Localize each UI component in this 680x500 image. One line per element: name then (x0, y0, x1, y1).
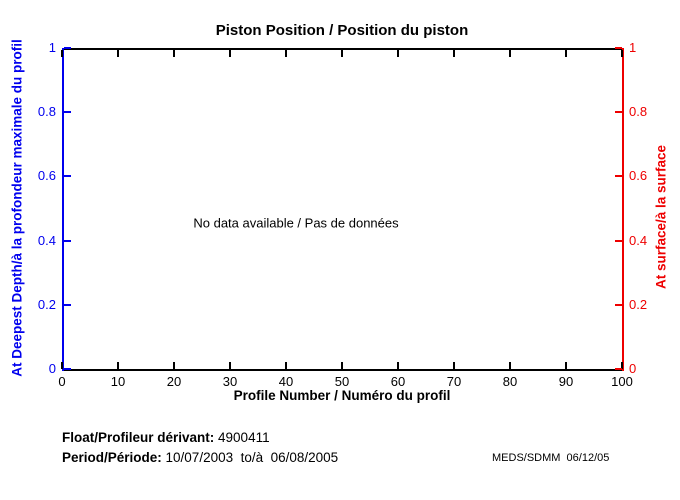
x-tick-mark-top (61, 50, 63, 57)
x-tick-label: 70 (446, 374, 462, 389)
x-tick-mark (509, 362, 511, 369)
x-tick-label: 20 (166, 374, 182, 389)
left-y-tick-label: 0.4 (37, 232, 56, 248)
right-y-tick-label: 0.6 (629, 168, 648, 184)
left-axis-line (62, 48, 64, 371)
x-tick-label: 30 (222, 374, 238, 389)
left-y-tick-mark (64, 240, 71, 242)
float-id-label: Float/Profileur dérivant: (62, 430, 215, 445)
x-tick-label: 80 (502, 374, 518, 389)
x-tick-mark-top (229, 50, 231, 57)
period-label: Period/Période: (62, 450, 162, 465)
x-tick-mark (61, 362, 63, 369)
right-y-tick-mark (615, 47, 622, 49)
x-tick-mark (173, 362, 175, 369)
x-tick-mark-top (341, 50, 343, 57)
x-tick-mark-top (453, 50, 455, 57)
right-y-tick-mark (615, 304, 622, 306)
right-y-axis-label: At surface/à la surface (653, 144, 669, 290)
left-y-tick-mark (64, 304, 71, 306)
left-y-tick-label: 1 (48, 40, 56, 55)
left-y-tick-label: 0.2 (37, 296, 56, 312)
right-y-tick-mark (615, 368, 622, 370)
credit-stamp: MEDS/SDMM 06/12/05 (492, 452, 610, 464)
x-tick-mark-top (173, 50, 175, 57)
period-value: 10/07/2003 to/à 06/08/2005 (161, 450, 339, 465)
left-y-tick-label: 0 (48, 361, 56, 376)
right-y-tick-label: 0.8 (629, 104, 648, 120)
right-y-tick-mark (615, 175, 622, 177)
x-tick-label: 0 (58, 374, 66, 389)
left-y-tick-mark (64, 47, 71, 49)
right-y-tick-label: 0.2 (629, 296, 648, 312)
left-y-tick-label: 0.8 (37, 104, 56, 120)
chart-title: Piston Position / Position du piston (215, 22, 469, 39)
x-tick-label: 90 (558, 374, 574, 389)
left-y-tick-label: 0.6 (37, 168, 56, 184)
period-line (62, 450, 338, 465)
bottom-axis-line (62, 369, 624, 371)
float-id-value: 4900411 (214, 430, 270, 445)
left-y-tick-mark (64, 175, 71, 177)
x-tick-mark (117, 362, 119, 369)
right-axis-line (622, 48, 624, 371)
no-data-annotation: No data available / Pas de données (193, 215, 399, 231)
x-axis-label: Profile Number / Numéro du profil (233, 388, 451, 403)
right-y-tick-mark (615, 111, 622, 113)
top-axis-line (62, 48, 624, 50)
x-tick-mark-top (565, 50, 567, 57)
x-tick-mark (397, 362, 399, 369)
x-tick-label: 10 (110, 374, 126, 389)
x-tick-mark (453, 362, 455, 369)
x-tick-mark-top (397, 50, 399, 57)
x-tick-label: 100 (611, 374, 633, 389)
x-tick-mark-top (285, 50, 287, 57)
x-tick-mark (341, 362, 343, 369)
float-id-line (62, 430, 270, 445)
right-y-tick-mark (615, 240, 622, 242)
x-tick-mark (229, 362, 231, 369)
x-tick-mark-top (117, 50, 119, 57)
left-y-tick-mark (64, 111, 71, 113)
left-y-axis-label: At Deepest Depth/à la profondeur maximale du profil (9, 39, 25, 377)
x-tick-mark (565, 362, 567, 369)
right-y-tick-label: 1 (629, 40, 637, 55)
x-tick-label: 60 (390, 374, 406, 389)
x-tick-label: 50 (334, 374, 350, 389)
x-tick-label: 40 (278, 374, 294, 389)
left-y-tick-mark (64, 368, 71, 370)
x-tick-mark-top (621, 50, 623, 57)
x-tick-mark (285, 362, 287, 369)
right-y-tick-label: 0 (629, 361, 637, 376)
right-y-tick-label: 0.4 (629, 232, 648, 248)
x-tick-mark-top (509, 50, 511, 57)
